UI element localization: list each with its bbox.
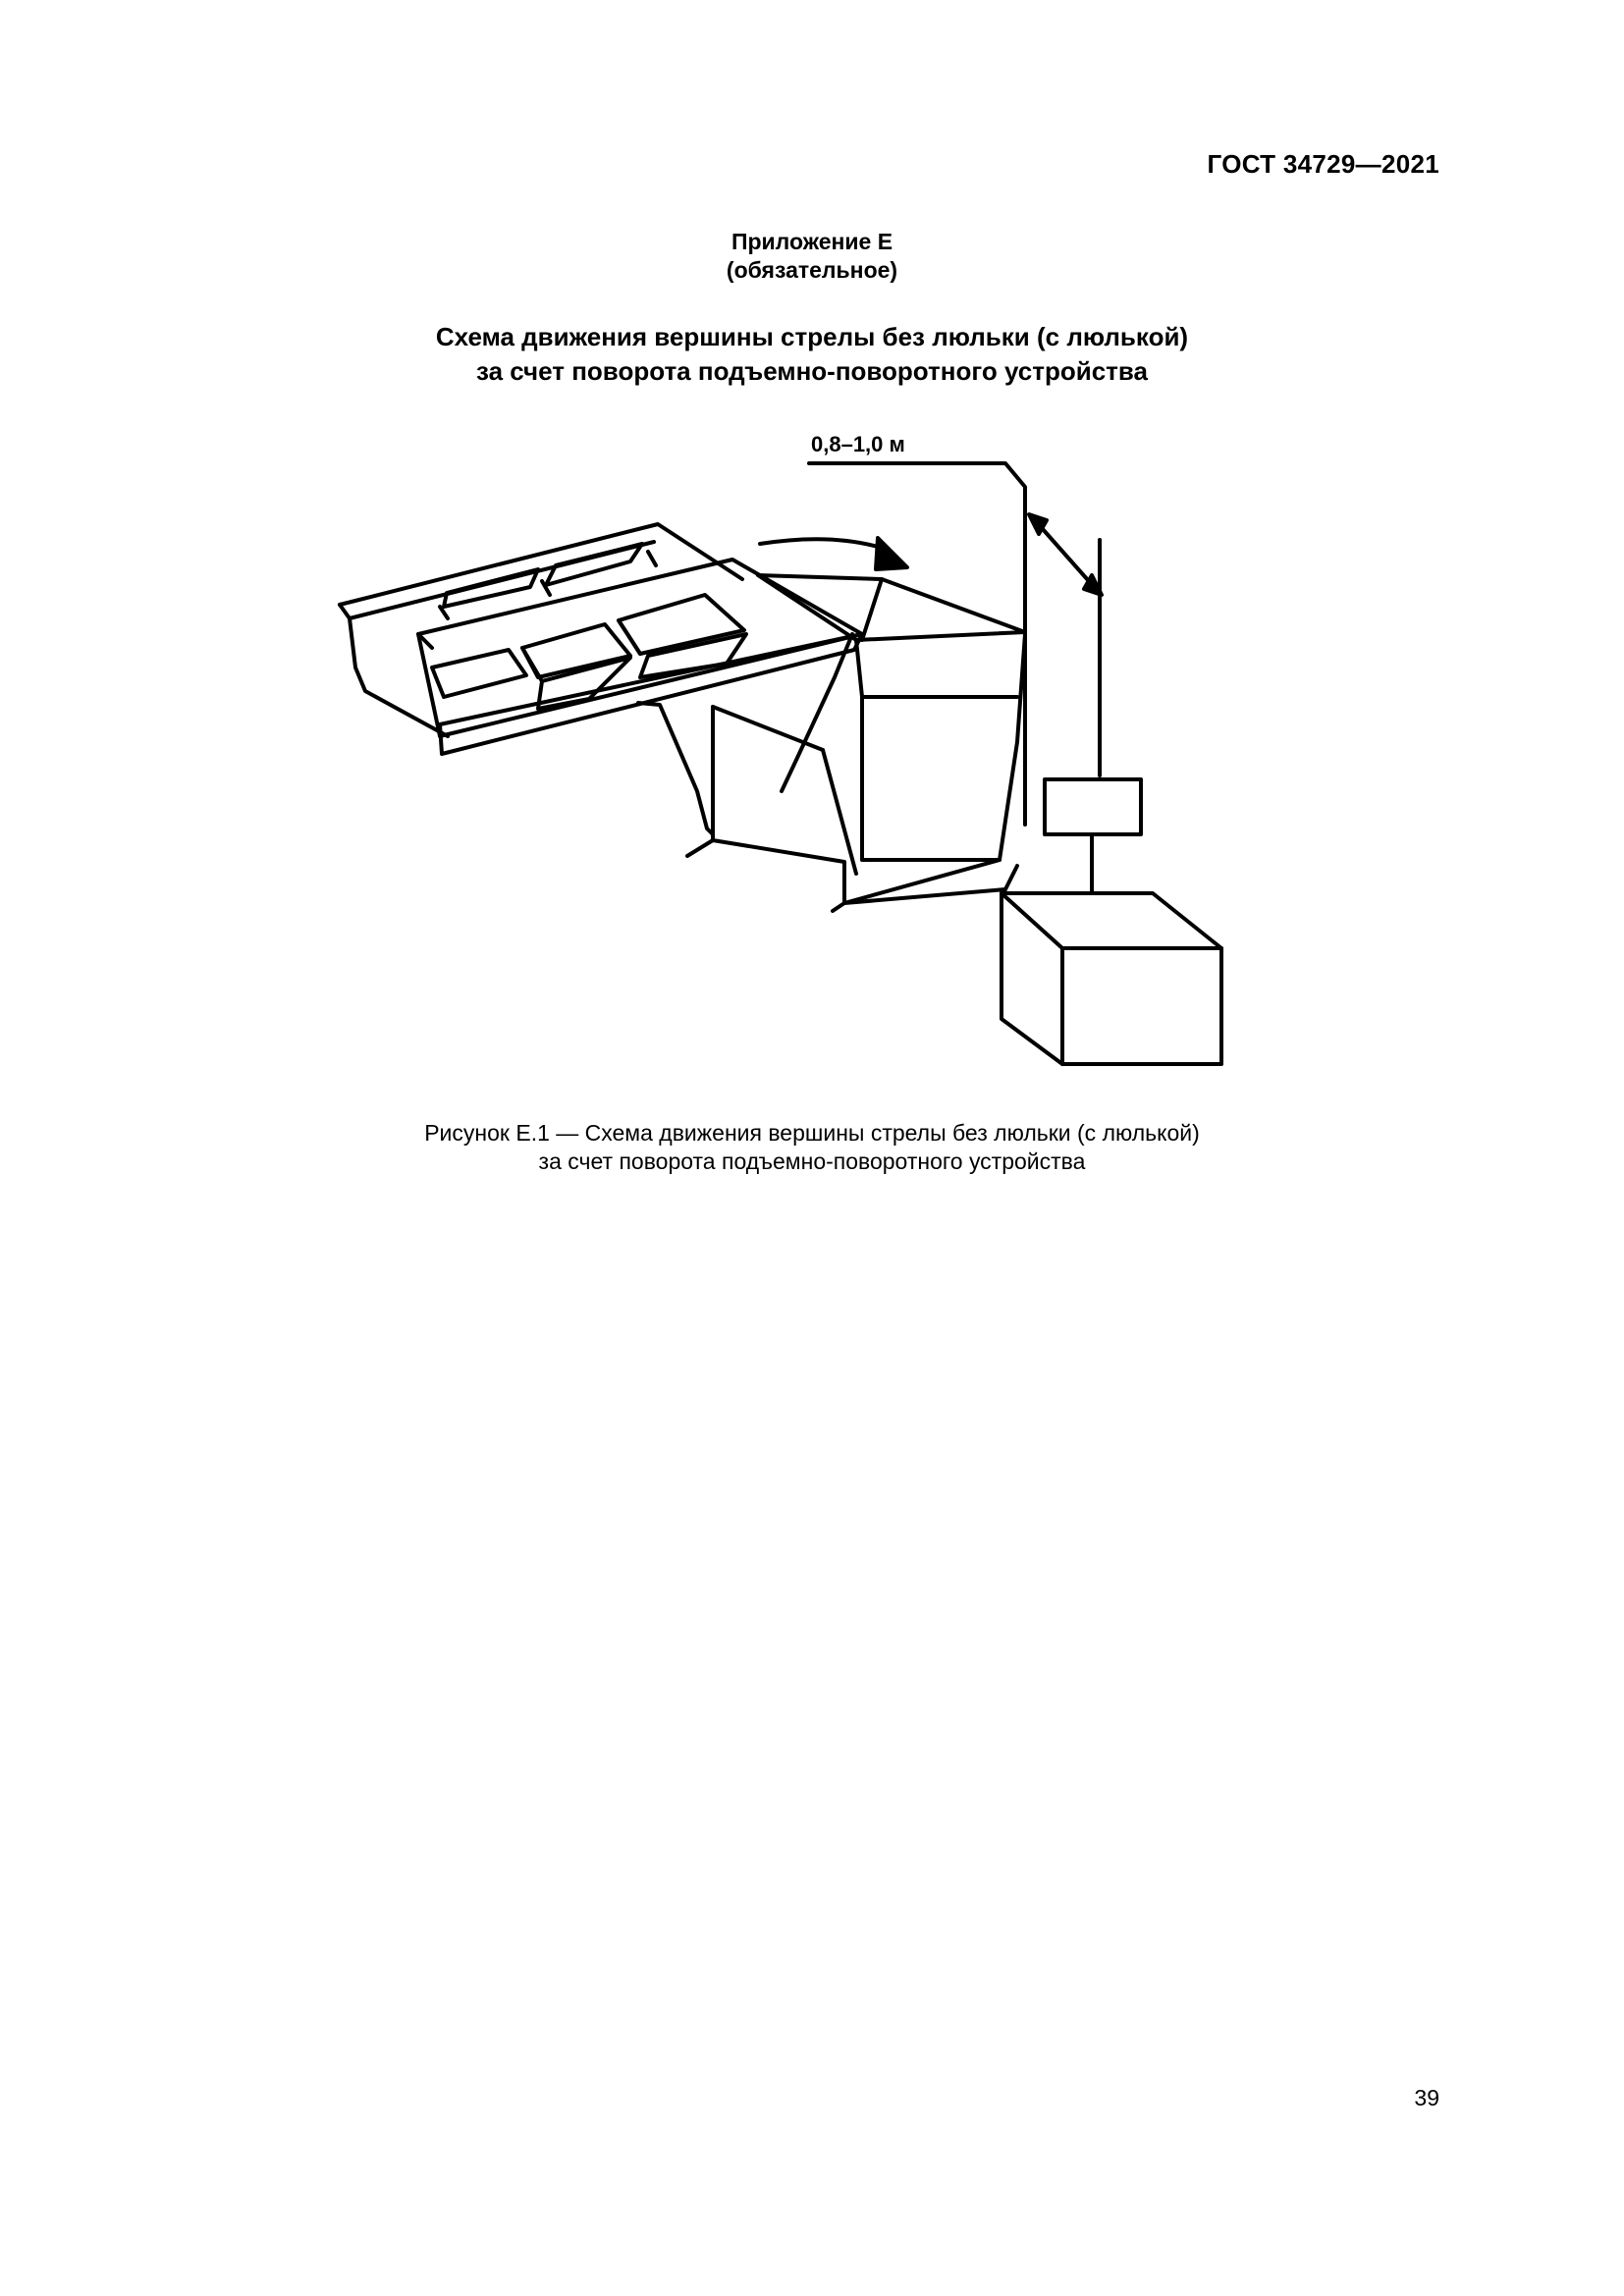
suspended-load <box>1045 779 1141 834</box>
dimension-leader-line <box>809 463 1025 825</box>
boom-front-truss <box>418 560 862 754</box>
figure-caption-line-1: Рисунок Е.1 — Схема движения вершины стрелы без люльки (с люлькой) <box>424 1120 1200 1146</box>
ground-block <box>1001 866 1221 1064</box>
rotation-arrow <box>760 539 888 550</box>
figure-caption-line-2: за счет поворота подъемно-поворотного устройства <box>538 1148 1086 1174</box>
standard-number: ГОСТ 34729—2021 <box>1207 149 1439 179</box>
rotation-arrowhead <box>876 538 907 569</box>
appendix-status: (обязательное) <box>726 257 898 283</box>
page-number: 39 <box>1414 2085 1439 2110</box>
dimension-arrow-line <box>1035 520 1096 589</box>
section-title-line-2: за счет поворота подъемно-поворотного устройства <box>476 356 1148 386</box>
section-title-line-1: Схема движения вершины стрелы без люльки (с люлькой) <box>435 322 1189 351</box>
appendix-heading <box>0 228 1624 285</box>
boom-support-strut <box>638 703 713 834</box>
figure-caption <box>0 1119 1624 1176</box>
dimension-label: 0,8–1,0 м <box>811 432 905 456</box>
appendix-label: Приложение Е <box>731 229 893 254</box>
section-title <box>0 320 1624 389</box>
boom-rotation-diagram <box>0 412 1624 1099</box>
